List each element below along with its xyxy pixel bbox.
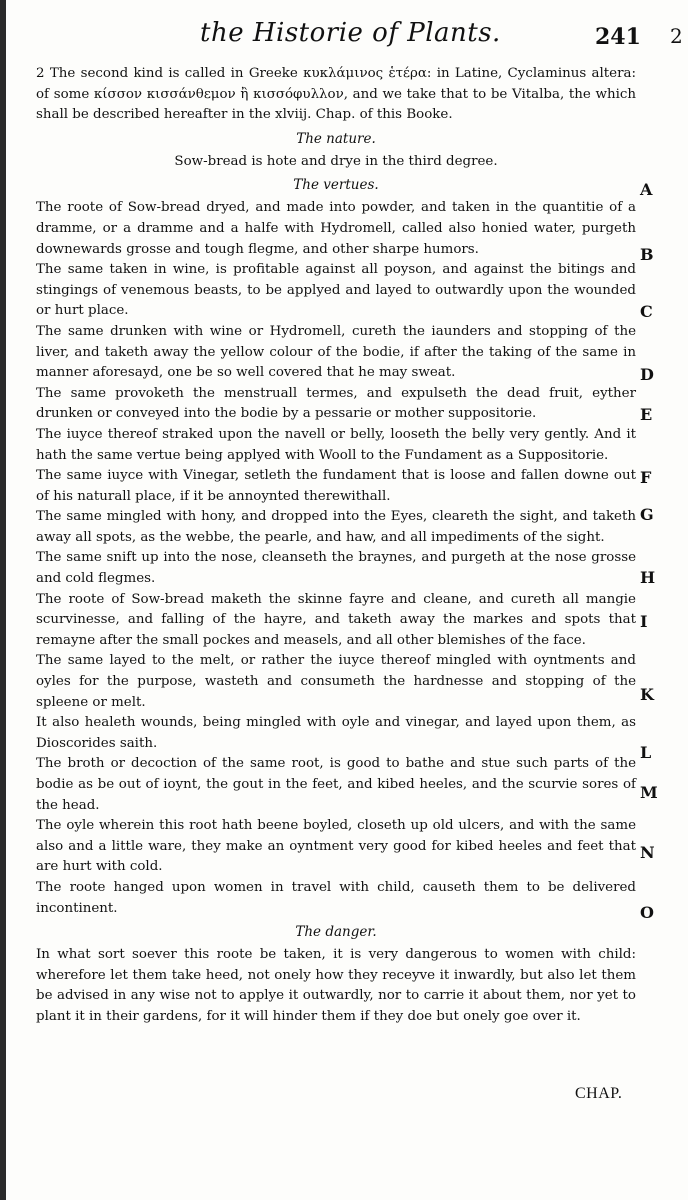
page-number: 241 <box>595 24 641 50</box>
paragraph-vertue-b: The same taken in wine, is profitable against all poyson, and against the bitings and stingings of venemous beasts, to be applyed and layed to outwardly upon the wounded or hurt place. <box>36 262 636 319</box>
paragraph-vertue-a: The roote of Sow-bread dryed, and made into powder, and taken in the quantitie of a dramme, or a dramme and a halfe with Hydromell, called also honied water, purgeth downewards grosse and tough flegme, and other sharpe humors. <box>36 200 636 257</box>
paragraph-vertue-l: It also healeth wounds, being mingled with oyle and vinegar, and layed upon them, as Dioscorides saith. <box>36 715 636 751</box>
heading-nature: The nature. <box>296 130 376 147</box>
body-text <box>36 64 636 1028</box>
paragraph-vertue-i: The roote of Sow-bread maketh the skinne fayre and cleane, and cureth all mangie scurvinesse, and falling of the hayre, and taketh away the markes and spots that remayne after the small pockes and measels, and all other blemishes of the face. <box>36 591 636 648</box>
paragraph-nature: Sow-bread is hote and drye in the third degree. <box>174 153 498 169</box>
margin-letter-d: D <box>640 365 654 384</box>
margin-letter-f: F <box>640 468 652 487</box>
running-head-title: the Historie of Plants. <box>200 18 501 48</box>
page-edge-shadow <box>0 0 6 1200</box>
margin-letter-g: G <box>640 505 654 524</box>
margin-letter-b: B <box>640 245 654 264</box>
paragraph-vertue-h: The same snift up into the nose, cleanseth the braynes, and purgeth at the nose grosse and cold flegmes. <box>36 550 636 587</box>
paragraph-vertue-n: The oyle wherein this root hath beene boyled, closeth up old ulcers, and with the same also and a little ware, they make an oyntment very good for kibed heeles and feet that are hurt with cold. <box>36 818 636 875</box>
heading-danger: The danger. <box>295 924 377 941</box>
extra-page-mark: 2 <box>670 24 683 48</box>
running-head <box>60 18 683 52</box>
margin-letter-e: E <box>640 405 653 424</box>
margin-letter-h: H <box>640 568 656 587</box>
margin-letter-c: C <box>640 302 653 321</box>
margin-letter-k: K <box>640 685 654 704</box>
paragraph-danger: In what sort soever this roote be taken, it is very dangerous to women with child: wherefore let them take heed, not onely how they receyve it inwardly, but also let them be advised in any wise not to applye it outwardly, nor to carrie it about them, nor yet to plant it in their gardens, for it will hinder them if they doe but onely goe over it. <box>36 947 636 1024</box>
margin-letter-m: M <box>640 783 658 802</box>
paragraph-second-kind: 2 The second kind is called in Greeke κυκλάμινος ἑτέρα: in Latine, Cyclaminus altera: of some κίσσον κισσάνθεμον ἢ κισσόφυλλον, and we take that to be Vitalba, the which shall be described hereafter in the xlviij. Chap. of this Booke. <box>36 66 636 123</box>
margin-letter-o: O <box>640 903 654 922</box>
paragraph-vertue-c: The same drunken with wine or Hydromell, cureth the iaunders and stopping of the liver, and taketh away the yellow colour of the bodie, if after the taking of the same in manner aforesayd, one be so well covered that he may sweat. <box>36 323 636 381</box>
paragraph-vertue-m: The broth or decoction of the same root, is good to bathe and stue such parts of the bodie as be out of ioynt, the gout in the feet, and kibed heeles, and the scurvie sores of the head. <box>36 756 636 813</box>
paragraph-vertue-g: The same mingled with hony, and dropped into the Eyes, cleareth the sight, and taketh away all spots, as the webbe, the pearle, and haw, and all impediments of the sight. <box>36 509 636 545</box>
paragraph-vertue-o: The roote hanged upon women in travel with child, causeth them to be delivered incontinent. <box>36 879 636 916</box>
margin-letter-i: I <box>640 612 648 631</box>
paragraph-vertue-f: The same iuyce with Vinegar, setleth the fundament that is loose and fallen downe out of his naturall place, if it be annoynted therewithall. <box>36 468 636 504</box>
margin-letter-l: L <box>640 743 652 762</box>
paragraph-vertue-d: The same provoketh the menstruall termes, and expulseth the dead fruit, eyther drunken or conveyed into the bodie by a pessarie or mother suppositorie. <box>36 385 636 422</box>
catchword: CHAP. <box>575 1085 623 1102</box>
paragraph-vertue-k: The same layed to the melt, or rather the iuyce thereof mingled with oyntments and oyles for the purpose, wasteth and consumeth the hardnesse and stopping of the spleene or melt. <box>36 653 636 710</box>
margin-letter-n: N <box>640 843 655 862</box>
paragraph-vertue-e: The iuyce thereof straked upon the navell or belly, looseth the belly very gently. And it hath the same vertue being applyed with Wooll to the Fundament as a Suppositorie. <box>36 426 636 463</box>
heading-vertues: The vertues. <box>293 177 379 194</box>
margin-letter-a: A <box>640 180 653 199</box>
